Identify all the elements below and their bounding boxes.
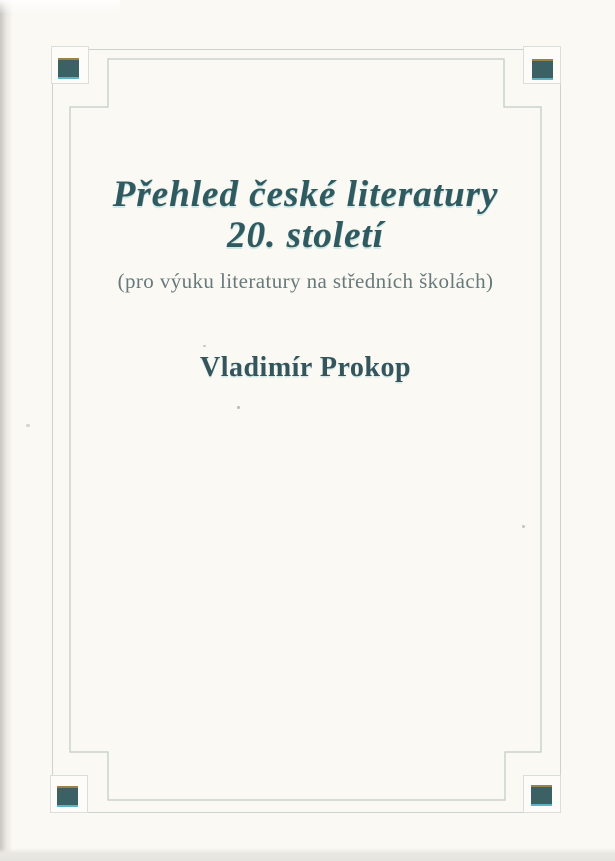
corner-square-ornament-top-left xyxy=(58,58,79,79)
book-subtitle: (pro výuku literatury na středních školách) xyxy=(117,269,494,293)
book-title xyxy=(52,174,559,256)
book-title-line2: 20. století xyxy=(227,215,384,256)
corner-square-ornament-bottom-right xyxy=(531,785,552,806)
book-author: Vladimír Prokop xyxy=(199,352,412,383)
book-title-line1: Přehled české literatury xyxy=(112,174,499,215)
corner-square-ornament-bottom-left xyxy=(57,786,78,807)
corner-square-ornament-top-right xyxy=(532,59,553,80)
